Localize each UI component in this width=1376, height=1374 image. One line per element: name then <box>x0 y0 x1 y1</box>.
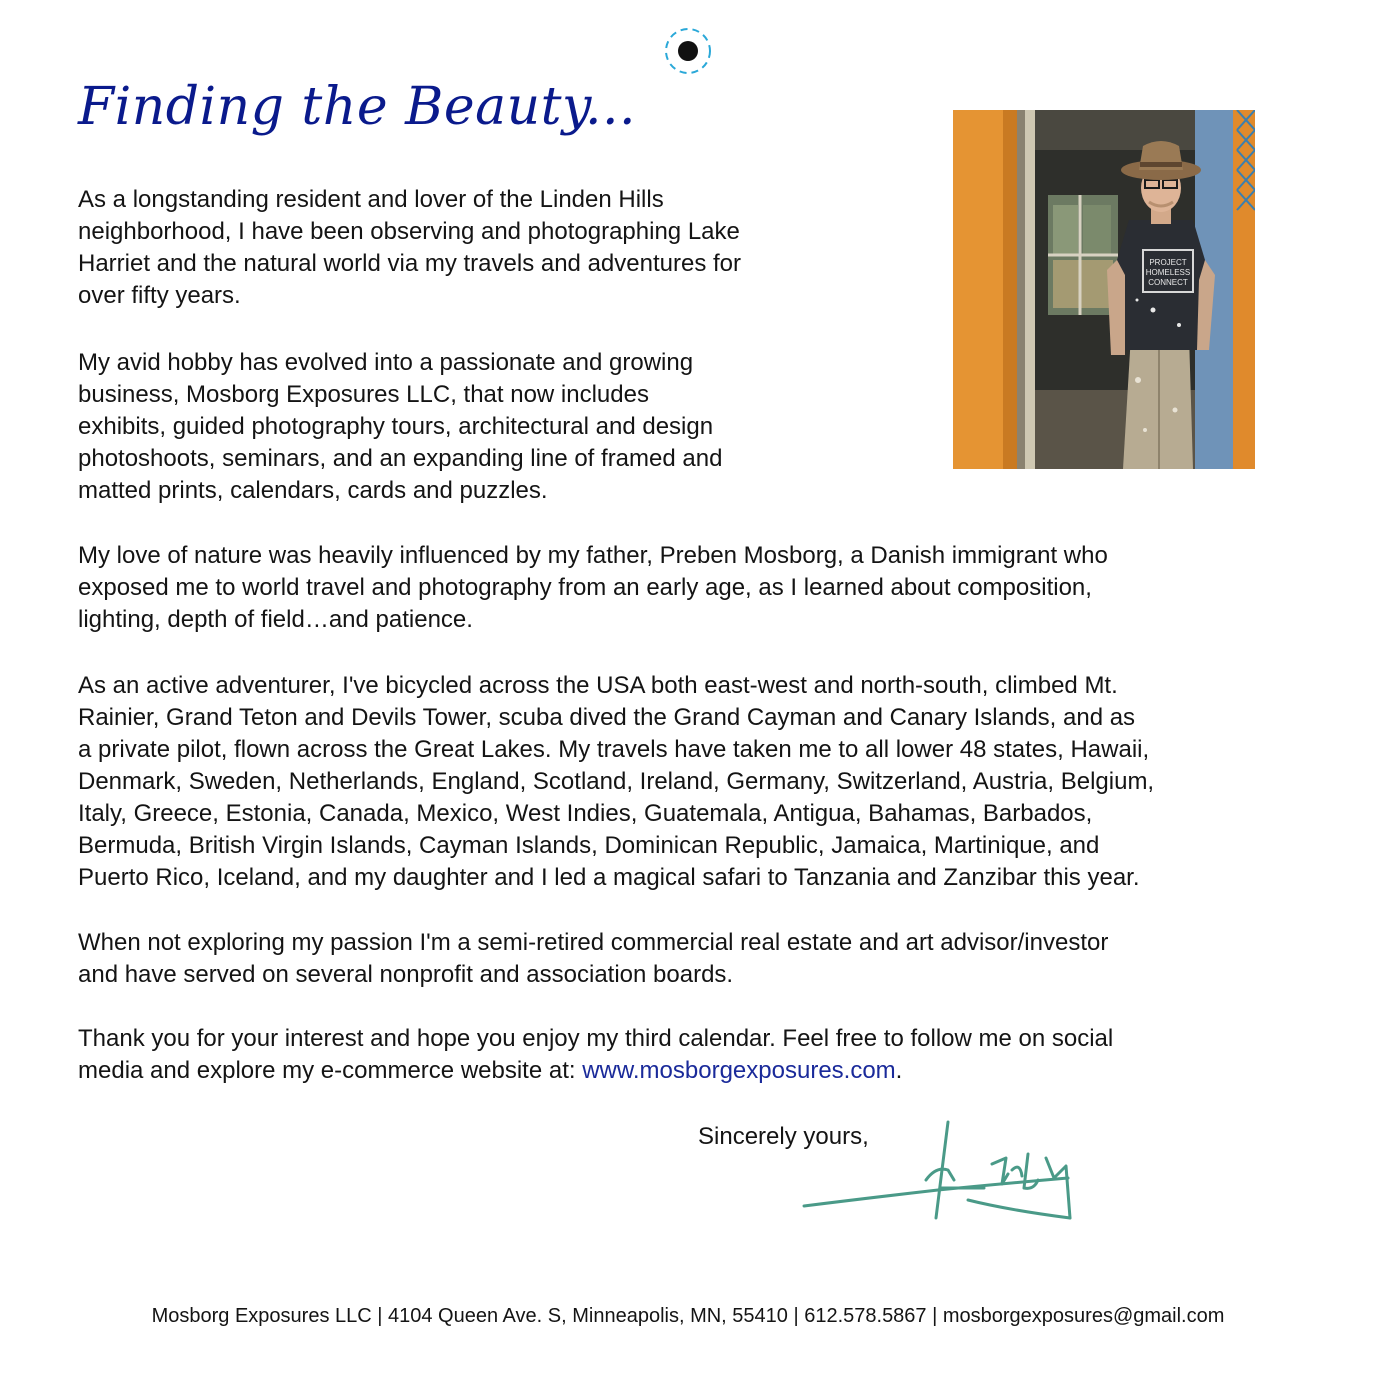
paragraph-line: My love of nature was heavily influenced by my father, Preben Mosborg, a Danish immigrant who <box>78 542 1108 569</box>
thank-you-paragraph <box>78 1023 1113 1087</box>
contact-footer: Mosborg Exposures LLC | 4104 Queen Ave. S, Minneapolis, MN, 55410 | 612.578.5867 | mosborgexposures@gmail.com <box>151 1305 1225 1327</box>
paragraph-line: Puerto Rico, Iceland, and my daughter and I led a magical safari to Tanzania and Zanzibar this year. <box>78 864 1140 891</box>
paragraph-line: Harriet and the natural world via my travels and adventures for <box>78 250 741 277</box>
shirt-text-line: CONNECT <box>1148 278 1188 287</box>
intro-paragraph <box>78 184 741 312</box>
shirt-text-line: HOMELESS <box>1145 268 1191 277</box>
paragraph-text: media and explore my e-commerce website at: <box>78 1057 583 1084</box>
career-paragraph <box>78 927 1108 991</box>
paragraph-line: photoshoots, seminars, and an expanding line of framed and <box>78 445 723 472</box>
portrait-photo <box>953 110 1255 469</box>
paragraph-line: matted prints, calendars, cards and puzzles. <box>78 477 548 504</box>
father-paragraph <box>78 540 1108 636</box>
paragraph-line: exhibits, guided photography tours, architectural and design <box>78 413 714 440</box>
paragraph-line: lighting, depth of field…and patience. <box>78 606 473 633</box>
adventures-paragraph <box>78 670 1154 894</box>
paragraph-line: As an active adventurer, I've bicycled across the USA both east-west and north-south, climbed Mt. <box>78 672 1118 699</box>
paragraph-line: Denmark, Sweden, Netherlands, England, Scotland, Ireland, Germany, Switzerland, Austria, Belgium, <box>78 768 1155 795</box>
paragraph-line: and have served on several nonprofit and association boards. <box>78 961 734 988</box>
paragraph-line: Bermuda, British Virgin Islands, Cayman Islands, Dominican Republic, Jamaica, Martinique, and <box>78 832 1100 859</box>
paragraph-line: business, Mosborg Exposures LLC, that now includes <box>78 381 649 408</box>
paragraph-line: Rainier, Grand Teton and Devils Tower, scuba dived the Grand Cayman and Canary Islands, and as <box>78 704 1136 731</box>
paragraph-text: . <box>895 1057 903 1084</box>
paragraph-line: As a longstanding resident and lover of the Linden Hills <box>78 186 664 213</box>
camera-lens-logo-icon <box>663 26 713 76</box>
paragraph-line <box>78 1055 1113 1087</box>
website-link[interactable]: www.mosborgexposures.com <box>582 1057 896 1084</box>
paragraph-line: Thank you for your interest and hope you enjoy my third calendar. Feel free to follow me on social <box>78 1025 1114 1052</box>
portrait-illustration <box>953 110 1255 469</box>
shirt-text-line: PROJECT <box>1149 258 1187 267</box>
paragraph-line: neighborhood, I have been observing and photographing Lake <box>78 218 740 245</box>
signature-icon <box>798 1118 1088 1228</box>
paragraph-line: When not exploring my passion I'm a semi-retired commercial real estate and art advisor/investor <box>78 929 1109 956</box>
paragraph-line: Italy, Greece, Estonia, Canada, Mexico, West Indies, Guatemala, Antigua, Bahamas, Barbados, <box>78 800 1093 827</box>
paragraph-line: a private pilot, flown across the Great Lakes. My travels have taken me to all lower 48 states, Hawaii, <box>78 736 1150 763</box>
page-title: Finding the Beauty... <box>78 77 637 137</box>
closing-salutation: Sincerely yours, <box>698 1123 869 1150</box>
business-paragraph <box>78 347 722 507</box>
paragraph-line: over fifty years. <box>78 282 241 309</box>
paragraph-line: exposed me to world travel and photography from an early age, as I learned about composition, <box>78 574 1092 601</box>
paragraph-line: My avid hobby has evolved into a passionate and growing <box>78 349 694 376</box>
